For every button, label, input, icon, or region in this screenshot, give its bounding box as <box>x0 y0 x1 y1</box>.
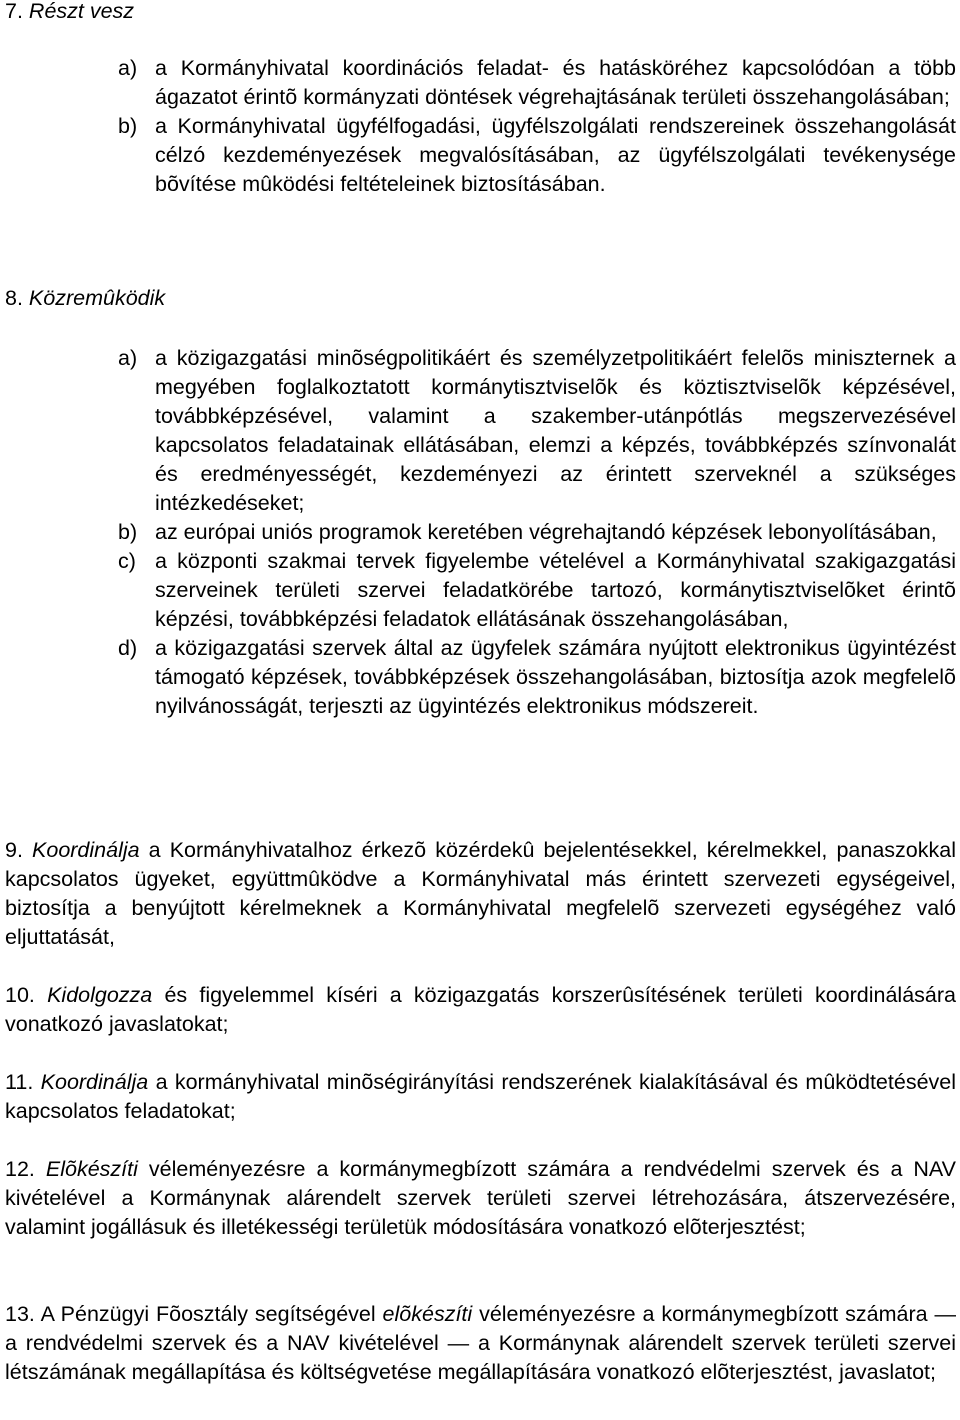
section-11-paragraph <box>5 1068 956 1126</box>
section-10-keyword: Kidolgozza <box>47 983 153 1007</box>
section-13-keyword: elõkészíti <box>382 1302 473 1326</box>
section-11-text: a kormányhivatal minõségirányítási rendszerének kialakításával és mûködtetésével kapcsolatos feladatokat; <box>5 1070 957 1123</box>
list-item-text: a Kormányhivatal ügyfélfogadási, ügyfélszolgálati rendszereinek összehangolását célzó kezdeményezések megvalósításában, az ügyfélszolgálati tevékenysége bõvítése mûködési feltételeinek biztosításában. <box>155 114 956 196</box>
list-item-label: a) <box>118 346 138 370</box>
list-item-text: a közigazgatási szervek által az ügyfelek számára nyújtott elektronikus ügyintézést támogató képzések, továbbképzések összehangolásában, biztosítja azok megfelelõ nyilvánosságát, terjeszti az ügyintézés elektronikus módszereit. <box>155 636 956 718</box>
section-7-keyword: Részt vesz <box>28 0 135 23</box>
list-item-label: a) <box>118 56 138 80</box>
list-item <box>118 54 956 112</box>
list-item-label: c) <box>118 549 136 573</box>
section-9-paragraph <box>5 836 956 952</box>
list-item-label: b) <box>118 520 138 544</box>
section-13-text: véleményezésre a kormánymegbízott számára — a rendvédelmi szervek és a NAV kivételével — a Kormánynak alárendelt szervek területi szervei létszámának megállapítása és költségvetése megállapítására vonatkozó elõterjesztést, javaslatot; <box>5 1302 956 1384</box>
section-9-number: 9. <box>5 838 23 862</box>
section-8-keyword: Közremûködik <box>28 286 166 310</box>
list-item-text: a Kormányhivatal koordinációs feladat- és hatásköréhez kapcsolódóan a több ágazatot érintõ kormányzati döntések végrehajtásának területi összehangolásában; <box>155 56 956 109</box>
section-9-text: a Kormányhivatalhoz érkezõ közérdekû bejelentésekkel, kérelmekkel, panaszokkal kapcsolatos ügyeket, együttmûködve a Kormányhivatal más érintett szervezeti egységeivel, biztosítja a benyújtott kérelmeknek a Kormányhivatal megfelelõ szervezeti egységéhez való eljuttatását, <box>5 838 956 949</box>
section-11-number: 11. <box>5 1070 34 1094</box>
section-12-text: véleményezésre a kormánymegbízott számára a rendvédelmi szervek és a NAV kivételével a Kormánynak alárendelt szervek területi szervei létrehozására, átszervezésére, valamint jogállásuk és illetékességi területük módosítására vonatkozó elõterjesztést; <box>5 1157 957 1239</box>
section-7-number: 7. <box>5 0 23 23</box>
section-13-paragraph <box>5 1300 956 1387</box>
list-item <box>118 112 956 199</box>
section-8-list <box>118 344 956 721</box>
section-10-text: és figyelemmel kíséri a közigazgatás korszerûsítésének területi koordinálására vonatkozó javaslatokat; <box>5 983 956 1036</box>
list-item-text: a közigazgatási minõségpolitikáért és személyzetpolitikáért felelõs miniszternek a megyében foglalkoztatott kormánytisztviselõk és köztisztviselõk képzésével, továbbképzésével, valamint a szakember-utánpótlás megszervezésével kapcsolatos feladatainak ellátásában, elemzi a képzés, továbbképzés színvonalát és eredményességét, kezdeményezi az érintett szerveknél a szükséges intézkedéseket; <box>155 346 956 515</box>
section-12-number: 12. <box>5 1157 35 1181</box>
list-item <box>118 634 956 721</box>
section-13-number: 13. <box>5 1302 35 1326</box>
section-7-list <box>118 54 956 199</box>
section-9-keyword: Koordinálja <box>32 838 140 862</box>
section-10-number: 10. <box>5 983 35 1007</box>
list-item-label: b) <box>118 114 138 138</box>
list-item-text: az európai uniós programok keretében végrehajtandó képzések lebonyolításában, <box>155 520 937 544</box>
list-item <box>118 518 956 547</box>
section-8-number: 8. <box>5 286 23 310</box>
section-8-heading <box>5 284 165 313</box>
list-item-text: a központi szakmai tervek figyelembe vételével a Kormányhivatal szakigazgatási szerveinek területi szervei feladatkörébe tartozó, kormánytisztviselõket érintõ képzési, továbbképzési feladatok ellátásának összehangolásában, <box>155 549 956 631</box>
section-13-lead: A Pénzügyi Fõosztály segítségével <box>40 1302 376 1326</box>
section-12-keyword: Elõkészíti <box>45 1157 138 1181</box>
section-11-keyword: Koordinálja <box>40 1070 149 1094</box>
list-item <box>118 344 956 518</box>
list-item-label: d) <box>118 636 138 660</box>
section-10-paragraph <box>5 981 956 1039</box>
section-7-heading <box>5 0 134 26</box>
list-item <box>118 547 956 634</box>
section-12-paragraph <box>5 1155 956 1242</box>
